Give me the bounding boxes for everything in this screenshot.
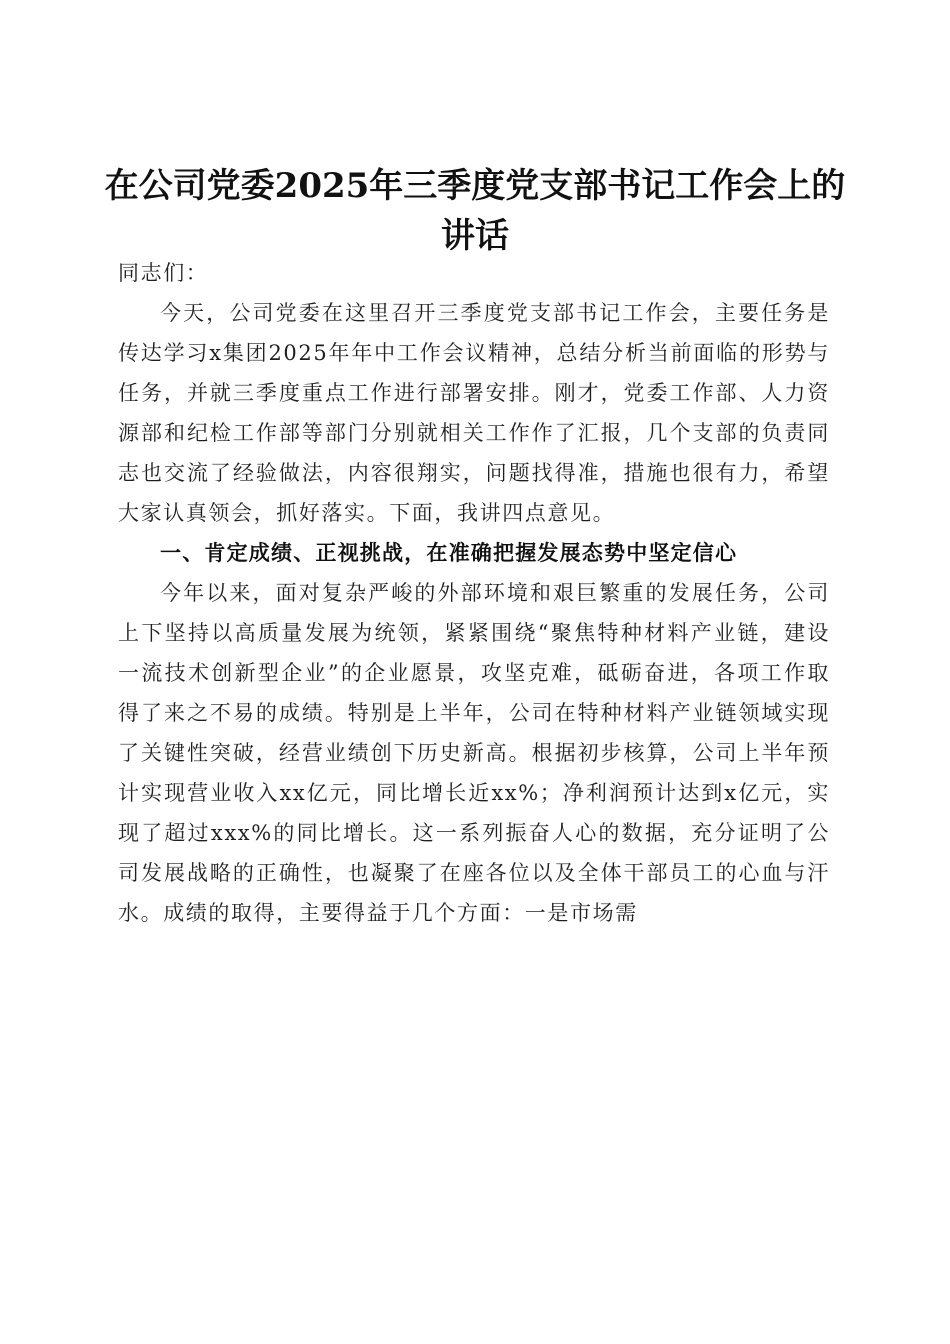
document-body <box>118 253 830 933</box>
section-paragraph: 今年以来，面对复杂严峻的外部环境和艰巨繁重的发展任务，公司上下坚持以高质量发展为统领，紧紧围绕“聚焦特种材料产业链，建设一流技术创新型企业”的企业愿景，攻坚克难，砥砺奋进，各项工作取得了来之不易的成绩。特别是上半年，公司在特种材料产业链领域实现了关键性突破，经营业绩创下历史新高。根据初步核算，公司上半年预计实现营业收入xx亿元，同比增长近xx%；净利润预计达到x亿元，实现了超过xxx%的同比增长。这一系列振奋人心的数据，充分证明了公司发展战略的正确性，也凝聚了在座各位以及全体干部员工的心血与汗水。成绩的取得，主要得益于几个方面：一是市场需 <box>118 581 830 925</box>
opening-paragraph: 今天，公司党委在这里召开三季度党支部书记工作会，主要任务是传达学习x集团2025年年中工作会议精神，总结分析当前面临的形势与任务，并就三季度重点工作进行部署安排。刚才，党委工作部、人力资源部和纪检工作部等部门分别就相关工作作了汇报，几个支部的负责同志也交流了经验做法，内容很翔实，问题找得准，措施也很有力，希望大家认真领会，抓好落实。下面，我讲四点意见。 <box>118 301 830 525</box>
section-heading: 一、肯定成绩、正视挑战，在准确把握发展态势中坚定信心 <box>160 541 738 565</box>
salutation: 同志们： <box>118 261 209 285</box>
document-title: 在公司党委2025年三季度党支部书记工作会上的讲话 <box>104 165 846 256</box>
